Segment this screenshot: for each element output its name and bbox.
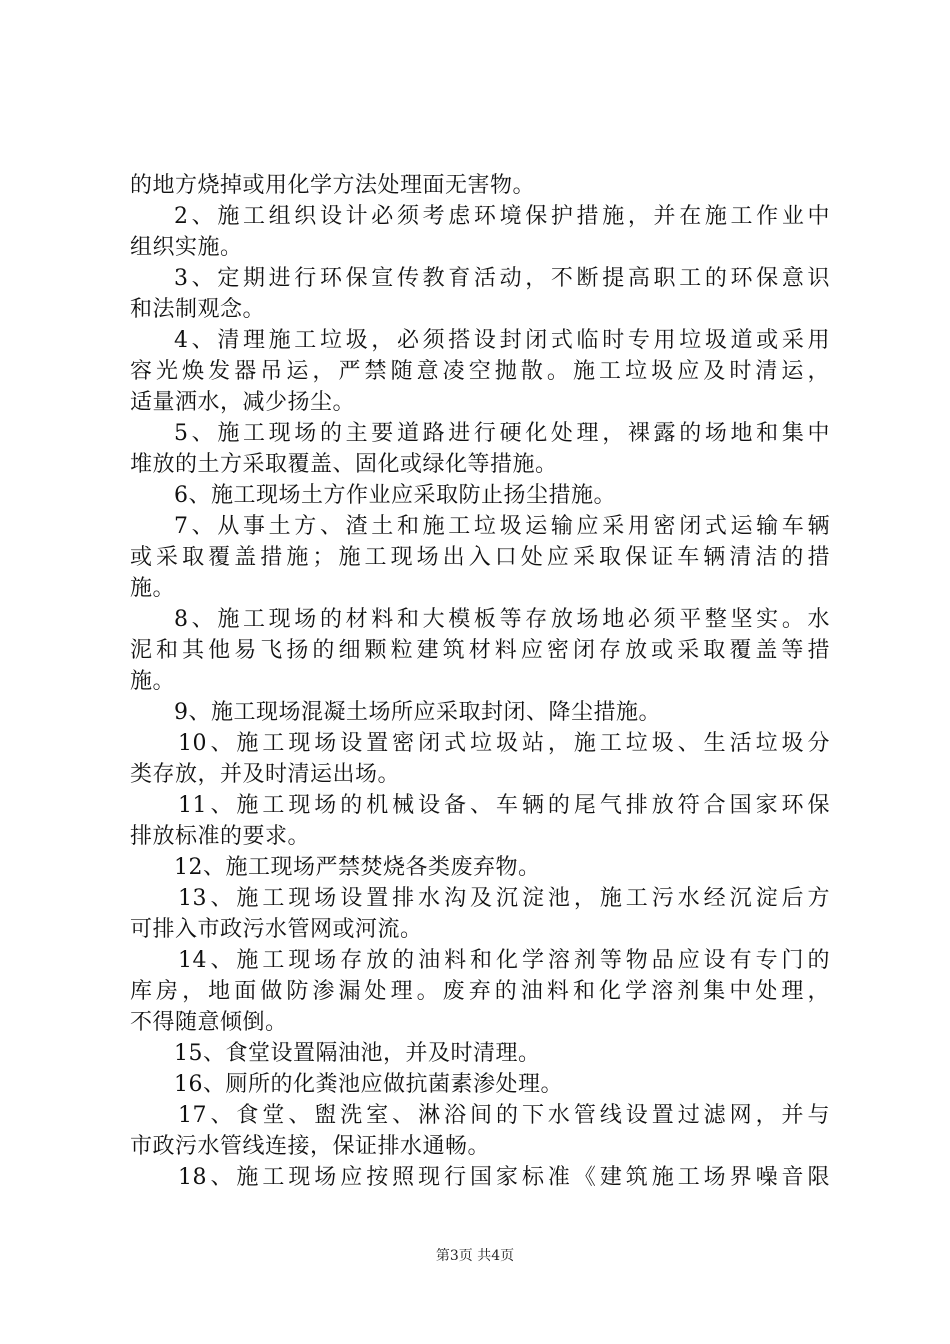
- paragraph-16-line-1: 16、厕所的化粪池应做抗菌素渗处理。: [174, 1072, 563, 1097]
- paragraph-11-line-1: 11、施工现场的机械设备、车辆的尾气排放符合国家环保: [178, 793, 830, 818]
- paragraph-18-line-1: 18、施工现场应按照现行国家标准《建筑施工场界噪音限: [178, 1165, 830, 1190]
- paragraph-2-line-2: 组织实施。: [130, 235, 243, 260]
- page-number-footer: 第3页 共4页: [435, 1248, 515, 1264]
- paragraph-7-line-3: 施。: [130, 576, 176, 601]
- paragraph-3-line-1: 3、定期进行环保宣传教育活动，不断提高职工的环保意识: [174, 266, 830, 291]
- document-body: [130, 170, 830, 1193]
- paragraph-13-line-1: 13、施工现场设置排水沟及沉淀池，施工污水经沉淀后方: [178, 886, 830, 911]
- paragraph-8-line-2: 泥和其他易飞扬的细颗粒建筑材料应密闭存放或采取覆盖等措: [130, 638, 830, 663]
- paragraph-10-line-2: 类存放，并及时清运出场。: [130, 762, 401, 787]
- paragraph-6-line-1: 6、施工现场土方作业应采取防止扬尘措施。: [174, 483, 616, 508]
- paragraph-4-line-1: 4、清理施工垃圾，必须搭设封闭式临时专用垃圾道或采用: [174, 328, 830, 353]
- paragraph-11-line-2: 排放标准的要求。: [130, 824, 311, 849]
- paragraph-14-line-1: 14、施工现场存放的油料和化学溶剂等物品应设有专门的: [178, 948, 830, 973]
- paragraph-8-line-3: 施。: [130, 669, 176, 694]
- paragraph-15-line-1: 15、食堂设置隔油池，并及时清理。: [174, 1041, 541, 1066]
- paragraph-9-line-1: 9、施工现场混凝土场所应采取封闭、降尘措施。: [174, 700, 661, 725]
- paragraph-3-line-2: 和法制观念。: [130, 297, 266, 322]
- paragraph-5-line-1: 5、施工现场的主要道路进行硬化处理，裸露的场地和集中: [174, 421, 830, 446]
- paragraph-5-line-2: 堆放的土方采取覆盖、固化或绿化等措施。: [130, 452, 558, 477]
- paragraph-2-line-1: 2、施工组织设计必须考虑环境保护措施，并在施工作业中: [174, 204, 830, 229]
- paragraph-8-line-1: 8、施工现场的材料和大模板等存放场地必须平整坚实。水: [174, 607, 830, 632]
- paragraph-17-line-2: 市政污水管线连接，保证排水通畅。: [130, 1134, 491, 1159]
- paragraph-7-line-2: 或采取覆盖措施；施工现场出入口处应采取保证车辆清洁的措: [130, 545, 830, 570]
- paragraph-7-line-1: 7、从事土方、渣土和施工垃圾运输应采用密闭式运输车辆: [174, 514, 830, 539]
- paragraph-4-line-2: 容光焕发器吊运，严禁随意凌空抛散。施工垃圾应及时清运，: [130, 359, 830, 384]
- text-line: 的地方烧掉或用化学方法处理面无害物。: [130, 173, 536, 198]
- paragraph-4-line-3: 适量洒水，减少扬尘。: [130, 390, 356, 415]
- paragraph-10-line-1: 10、施工现场设置密闭式垃圾站，施工垃圾、生活垃圾分: [178, 731, 830, 756]
- paragraph-14-line-2: 库房，地面做防渗漏处理。废弃的油料和化学溶剂集中处理，: [130, 979, 830, 1004]
- paragraph-13-line-2: 可排入市政污水管网或河流。: [130, 917, 423, 942]
- paragraph-12-line-1: 12、施工现场严禁焚烧各类废弃物。: [174, 855, 541, 880]
- paragraph-17-line-1: 17、食堂、盥洗室、淋浴间的下水管线设置过滤网，并与: [178, 1103, 830, 1128]
- paragraph-14-line-3: 不得随意倾倒。: [130, 1010, 288, 1035]
